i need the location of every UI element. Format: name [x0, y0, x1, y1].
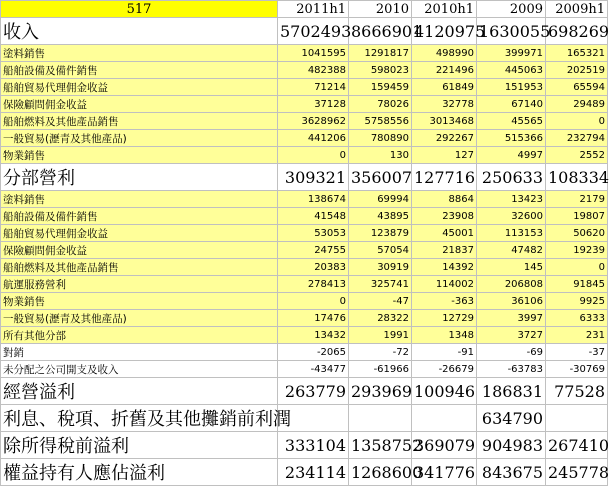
value-cell[interactable]: 1630055 [477, 18, 546, 45]
row-label-cell[interactable]: 未分配之公司開支及收入 [1, 361, 278, 378]
column-header-2009h1[interactable]: 2009h1 [546, 1, 608, 18]
column-header-2010h1[interactable]: 2010h1 [412, 1, 477, 18]
value-cell[interactable]: 206808 [477, 276, 546, 293]
value-cell[interactable]: 43895 [349, 208, 412, 225]
value-cell[interactable]: 71214 [278, 79, 349, 96]
value-cell[interactable]: 65594 [546, 79, 608, 96]
marine-equipment-sales-row [1, 62, 608, 79]
row-label-cell[interactable]: 對銷 [1, 344, 278, 361]
value-cell[interactable]: 57054 [349, 242, 412, 259]
row-label-cell[interactable]: 航運服務營利 [1, 276, 278, 293]
row-label-cell[interactable]: 物業銷售 [1, 147, 278, 164]
row-label-cell[interactable]: 分部營利 [1, 164, 278, 191]
value-cell[interactable]: 145 [477, 259, 546, 276]
value-cell[interactable]: -61966 [349, 361, 412, 378]
row-label-cell[interactable]: 船舶燃料及其他產品銷售 [1, 259, 278, 276]
value-cell[interactable]: 3727 [477, 327, 546, 344]
segment-ship-trading-row [1, 225, 608, 242]
segment-profit-row [1, 164, 608, 191]
row-label-cell[interactable]: 物業銷售 [1, 293, 278, 310]
value-cell[interactable]: 69994 [349, 191, 412, 208]
row-label-cell[interactable]: 船舶設備及備件銷售 [1, 208, 278, 225]
value-cell[interactable]: 2179 [546, 191, 608, 208]
value-cell[interactable]: 515366 [477, 130, 546, 147]
value-cell[interactable] [546, 405, 608, 432]
row-label-cell[interactable]: 利息、稅項、折舊及其他攤銷前利潤 [1, 405, 278, 432]
value-cell[interactable]: 130 [349, 147, 412, 164]
value-cell[interactable]: 399971 [477, 45, 546, 62]
value-cell[interactable]: -63783 [477, 361, 546, 378]
value-cell[interactable]: 113153 [477, 225, 546, 242]
value-cell[interactable]: 232794 [546, 130, 608, 147]
value-cell[interactable]: 17476 [278, 310, 349, 327]
value-cell[interactable]: 19239 [546, 242, 608, 259]
value-cell[interactable]: 292267 [412, 130, 477, 147]
value-cell[interactable]: 698269 [546, 18, 608, 45]
value-cell[interactable]: 221496 [412, 62, 477, 79]
value-cell[interactable]: 1348 [412, 327, 477, 344]
segment-bunker-fuel-row [1, 259, 608, 276]
row-label-cell[interactable]: 一般貿易(瀝青及其他產品) [1, 310, 278, 327]
value-cell[interactable]: 780890 [349, 130, 412, 147]
value-cell[interactable]: 231 [546, 327, 608, 344]
value-cell[interactable]: 8864 [412, 191, 477, 208]
value-cell[interactable]: 6333 [546, 310, 608, 327]
value-cell[interactable] [412, 405, 477, 432]
value-cell[interactable]: 12729 [412, 310, 477, 327]
value-cell[interactable]: 32600 [477, 208, 546, 225]
value-cell[interactable]: 45565 [477, 113, 546, 130]
value-cell[interactable]: 47482 [477, 242, 546, 259]
row-label-cell[interactable]: 船舶設備及備件銷售 [1, 62, 278, 79]
value-cell[interactable]: 127 [412, 147, 477, 164]
value-cell[interactable]: -37 [546, 344, 608, 361]
value-cell[interactable]: 4120975 [412, 18, 477, 45]
value-cell[interactable]: 91845 [546, 276, 608, 293]
value-cell[interactable]: 325741 [349, 276, 412, 293]
value-cell[interactable]: 13423 [477, 191, 546, 208]
value-cell[interactable]: 67140 [477, 96, 546, 113]
value-cell[interactable]: 4997 [477, 147, 546, 164]
value-cell[interactable]: -30769 [546, 361, 608, 378]
shipping-services-row [1, 276, 608, 293]
column-header-2009[interactable]: 2009 [477, 1, 546, 18]
value-cell[interactable]: 634790 [477, 405, 546, 432]
row-label-cell[interactable]: 船舶燃料及其他產品銷售 [1, 113, 278, 130]
spreadsheet-body [1, 1, 608, 486]
row-label-cell[interactable]: 經營溢利 [1, 378, 278, 405]
value-cell[interactable]: 0 [546, 113, 608, 130]
value-cell[interactable]: 3997 [477, 310, 546, 327]
segment-coatings-row [1, 191, 608, 208]
value-cell[interactable]: 50620 [546, 225, 608, 242]
value-cell[interactable]: 5702493 [278, 18, 349, 45]
value-cell[interactable]: 1041595 [278, 45, 349, 62]
segment-marine-equipment-row [1, 208, 608, 225]
value-cell[interactable]: 267410 [546, 432, 608, 459]
row-label-cell[interactable]: 所有其他分部 [1, 327, 278, 344]
value-cell[interactable]: 159459 [349, 79, 412, 96]
value-cell[interactable]: 138674 [278, 191, 349, 208]
value-cell[interactable]: 245778 [546, 459, 608, 486]
profit-attributable-row [1, 459, 608, 486]
insurance-broking-row [1, 96, 608, 113]
value-cell[interactable]: 1268600 [349, 459, 412, 486]
value-cell[interactable]: -363 [412, 293, 477, 310]
value-cell[interactable]: 369079 [412, 432, 477, 459]
value-cell[interactable]: 333104 [278, 432, 349, 459]
value-cell[interactable]: 1991 [349, 327, 412, 344]
value-cell[interactable]: 234114 [278, 459, 349, 486]
value-cell[interactable]: -72 [349, 344, 412, 361]
value-cell[interactable]: 100946 [412, 378, 477, 405]
value-cell[interactable]: 32778 [412, 96, 477, 113]
value-cell[interactable]: -47 [349, 293, 412, 310]
row-label-cell[interactable]: 一般貿易(瀝青及其他產品) [1, 130, 278, 147]
segment-property-row [1, 293, 608, 310]
value-cell[interactable]: 904983 [477, 432, 546, 459]
header-row [1, 1, 608, 18]
operating-profit-row [1, 378, 608, 405]
eliminations-row [1, 344, 608, 361]
value-cell[interactable]: 0 [278, 293, 349, 310]
general-trading-row [1, 130, 608, 147]
value-cell[interactable]: 5758556 [349, 113, 412, 130]
value-cell[interactable]: 78026 [349, 96, 412, 113]
value-cell[interactable]: 186831 [477, 378, 546, 405]
value-cell[interactable]: 2552 [546, 147, 608, 164]
value-cell[interactable]: 41548 [278, 208, 349, 225]
row-label-cell[interactable]: 除所得稅前溢利 [1, 432, 278, 459]
value-cell[interactable]: 445063 [477, 62, 546, 79]
value-cell[interactable]: -91 [412, 344, 477, 361]
bunker-fuel-sales-row [1, 113, 608, 130]
value-cell[interactable]: 356007 [349, 164, 412, 191]
value-cell[interactable]: 341776 [412, 459, 477, 486]
row-label-cell[interactable]: 保險顧問佣金收益 [1, 242, 278, 259]
revenue-row [1, 18, 608, 45]
value-cell[interactable]: -26679 [412, 361, 477, 378]
cell-reference[interactable]: 517 [1, 1, 278, 18]
value-cell[interactable]: 21837 [412, 242, 477, 259]
unallocated-corporate-row [1, 361, 608, 378]
value-cell[interactable]: 123879 [349, 225, 412, 242]
coatings-sales-row [1, 45, 608, 62]
value-cell[interactable]: 30919 [349, 259, 412, 276]
segment-insurance-row [1, 242, 608, 259]
value-cell[interactable]: 482388 [278, 62, 349, 79]
value-cell[interactable]: 36106 [477, 293, 546, 310]
ship-trading-agency-row [1, 79, 608, 96]
value-cell[interactable]: 29489 [546, 96, 608, 113]
value-cell[interactable]: 441206 [278, 130, 349, 147]
row-label-cell[interactable]: 權益持有人應佔溢利 [1, 459, 278, 486]
value-cell[interactable]: 250633 [477, 164, 546, 191]
value-cell[interactable]: 23908 [412, 208, 477, 225]
value-cell[interactable]: 1358752 [349, 432, 412, 459]
value-cell[interactable]: 127716 [412, 164, 477, 191]
value-cell[interactable]: 293969 [349, 378, 412, 405]
row-label-cell[interactable]: 塗料銷售 [1, 191, 278, 208]
value-cell[interactable] [349, 405, 412, 432]
profit-before-tax-row [1, 432, 608, 459]
ebitda-row [1, 405, 608, 432]
value-cell[interactable]: 3013468 [412, 113, 477, 130]
row-label-cell[interactable]: 塗料銷售 [1, 45, 278, 62]
value-cell[interactable]: 278413 [278, 276, 349, 293]
value-cell[interactable]: 263779 [278, 378, 349, 405]
value-cell[interactable]: 28322 [349, 310, 412, 327]
value-cell[interactable]: 0 [278, 147, 349, 164]
column-header-2011h1[interactable]: 2011h1 [278, 1, 349, 18]
value-cell[interactable]: 1291817 [349, 45, 412, 62]
value-cell[interactable]: 14392 [412, 259, 477, 276]
value-cell[interactable]: 53053 [278, 225, 349, 242]
row-label-cell[interactable]: 保險顧問佣金收益 [1, 96, 278, 113]
value-cell[interactable]: 20383 [278, 259, 349, 276]
value-cell[interactable]: 8666901 [349, 18, 412, 45]
value-cell[interactable]: 598023 [349, 62, 412, 79]
value-cell[interactable]: 309321 [278, 164, 349, 191]
row-label-cell[interactable]: 船舶貿易代理佣金收益 [1, 79, 278, 96]
value-cell[interactable]: 498990 [412, 45, 477, 62]
value-cell[interactable]: -43477 [278, 361, 349, 378]
value-cell[interactable]: 165321 [546, 45, 608, 62]
value-cell[interactable]: 45001 [412, 225, 477, 242]
value-cell[interactable]: 77528 [546, 378, 608, 405]
value-cell[interactable]: 24755 [278, 242, 349, 259]
value-cell[interactable]: 202519 [546, 62, 608, 79]
value-cell[interactable]: 3628962 [278, 113, 349, 130]
all-other-segments-row [1, 327, 608, 344]
value-cell[interactable]: -2065 [278, 344, 349, 361]
value-cell[interactable]: 151953 [477, 79, 546, 96]
value-cell[interactable]: 9925 [546, 293, 608, 310]
value-cell[interactable]: 19807 [546, 208, 608, 225]
value-cell[interactable]: 37128 [278, 96, 349, 113]
row-label-cell[interactable]: 收入 [1, 18, 278, 45]
value-cell[interactable]: 843675 [477, 459, 546, 486]
value-cell[interactable]: 114002 [412, 276, 477, 293]
row-label-cell[interactable]: 船舶貿易代理佣金收益 [1, 225, 278, 242]
value-cell[interactable]: 108334 [546, 164, 608, 191]
value-cell[interactable]: 61849 [412, 79, 477, 96]
property-sales-row [1, 147, 608, 164]
segment-general-trading-row [1, 310, 608, 327]
value-cell[interactable]: -69 [477, 344, 546, 361]
value-cell[interactable]: 13432 [278, 327, 349, 344]
column-header-2010[interactable]: 2010 [349, 1, 412, 18]
value-cell[interactable]: 0 [546, 259, 608, 276]
